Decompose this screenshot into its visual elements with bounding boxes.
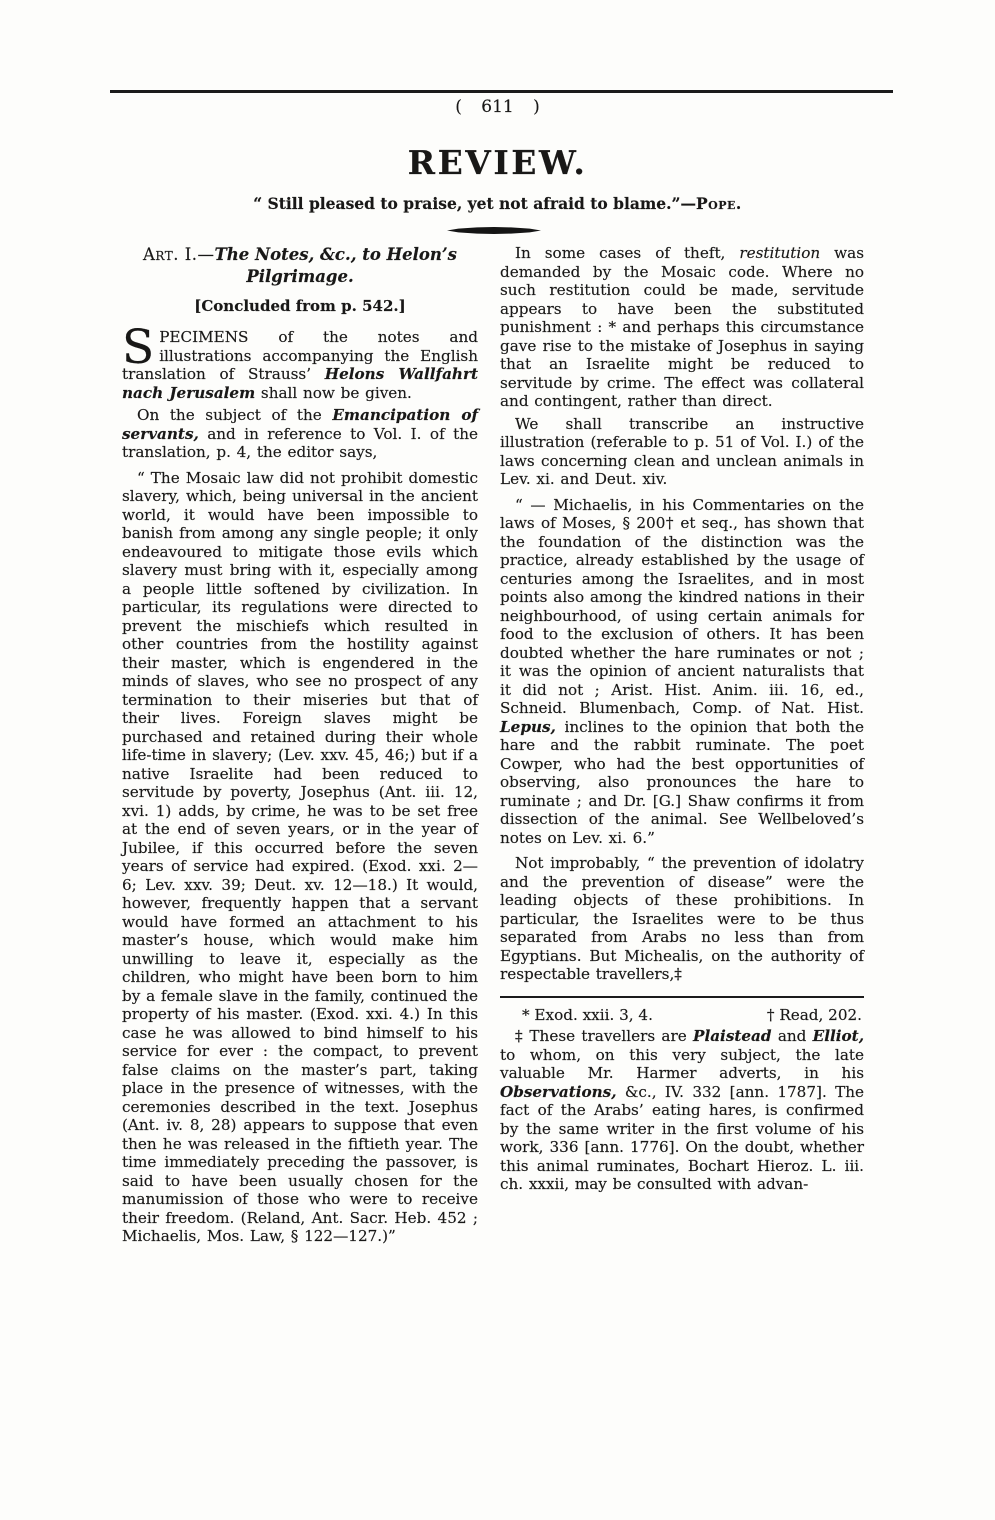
prevention-paragraph: Not improbably, “ the prevention of idolatry and the prevention of disease” were the leading objects of these prohibitions. In particular, the Israelites were to be thus separated from Arabs no less than from Egyptians. But Michealis, on the authority of respectable travellers,‡	[500, 854, 864, 983]
two-column-body	[122, 244, 864, 1250]
page-number: ( 611 )	[455, 97, 540, 117]
header-rule	[110, 90, 893, 93]
footnote-dagger: † Read, 202.	[766, 1005, 862, 1024]
footnote-travellers-paragraph: ‡ These travellers are Plaistead and Elliot, to whom, on this very subject, the late valuable Mr. Harmer adverts, in his Observations, &c., IV. 332 [ann. 1787]. The fact of the Arabs’ eating hares, is confirmed by the same writer in the first volume of his work, 336 [ann. 1776]. On the doubt, whether this animal ruminates, Bochart Hieroz. L. iii. ch. xxxii, may be consulted with advan-	[500, 1027, 864, 1193]
epigraph: “ Still pleased to praise, yet not afraid to blame.”—Pope.	[253, 194, 742, 213]
page-title: REVIEW.	[407, 143, 588, 182]
right-column	[500, 244, 864, 1250]
article-heading: Art. I.—The Notes, &c., to Helon’s Pilgrimage.	[143, 245, 457, 286]
left-column	[122, 244, 478, 1250]
theft-restitution-paragraph: In some cases of theft, restitution was demanded by the Mosaic code. Where no such restitution could be made, servitude appears to have been the substituted punishment : * and perhaps this circumstance gave rise to the mistake of Josephus in saying that an Israelite might be reduced to servitude by crime. The effect was collateral and contingent, rather than direct.	[500, 244, 864, 410]
mosaic-law-quote-paragraph: “ The Mosaic law did not prohibit domestic slavery, which, being universal in the ancient world, it would have been impossible to banish from among any single people; it only endeavoured to mitigate those evils which slavery must bring with it, especially among a people little softened by civilization. In particular, its regulations were directed to prevent the mischiefs which resulted in other countries from the hostility against their master, which is engendered in the minds of slaves, who see no prospect of any termination to their miseries but that of their lives. Foreign slaves might be purchased and retained during their whole life-time in slavery; (Lev. xxv. 45, 46;) but if a native Israelite had been reduced to servitude by poverty, Josephus (Ant. iii. 12, xvi. 1) adds, by crime, he was to be set free at the end of seven years, or in the year of Jubilee, if this occurred before the seven years of service had expired. (Exod. xxi. 2—6; Lev. xxv. 39; Deut. xv. 12—18.) It would, however, frequently happen that a servant would have formed an attachment to his master’s house, which would make him unwilling to leave it, especially as the children, who might have been born to him by a female slave in the family, continued the property of his master. (Exod. xxi. 4.) In this case he was allowed to bind himself to his service for ever : the compact, to prevent false claims on the master’s part, taking place in the presence of witnesses, with the ceremonies described in the text. Josephus (Ant. iv. 8, 28) appears to suppose that even then he was released in the fiftieth year. The time immediately preceding the passover, is said to have been usually chosen for the manumission of those who were to receive their freedom. (Reland, Ant. Sacr. Heb. 452 ; Michaelis, Mos. Law, § 122—127.)”	[122, 468, 478, 1245]
transcribe-illustration-paragraph: We shall transcribe an instructive illustration (referable to p. 51 of Vol. I.) of the laws concerning clean and unclean animals in Lev. xi. and Deut. xiv.	[500, 414, 864, 488]
swelled-rule-divider	[447, 227, 541, 234]
footnote-rule	[500, 996, 864, 998]
emancipation-paragraph: On the subject of the Emancipation of servants, and in reference to Vol. I. of the translation, p. 4, the editor says,	[122, 406, 479, 461]
specimens-paragraph: SPECIMENS of the notes and illustrations accompanying the English translation of Strauss’ Helons Wallfahrt nach Jerusalem shall now be given.	[122, 320, 478, 402]
footnote-refs-line	[500, 1006, 864, 1025]
footnote-asterisk: * Exod. xxii. 3, 4.	[522, 1005, 653, 1024]
michaelis-quote-paragraph: “ — Michaelis, in his Commentaries on the laws of Moses, § 200† et seq., has shown that the foundation of the distinction was the practice, already established by the usage of centuries among the Israelites, and in most points also among the kindred nations in their neighbourhood, of using certain animals for food to the exclusion of others. It has been doubted whether the hare ruminates or not ; it was the opinion of ancient naturalists that it did not ; Arist. Hist. Anim. iii. 16, ed., Schneid. Blumenbach, Comp. of Nat. Hist. Lepus, inclines to the opinion that both the hare and the rabbit ruminate. The poet Cowper, who had the best opportunities of observing, also pronounces the hare to ruminate ; and Dr. [G.] Shaw confirms it from dissection of the animal. See Wellbeloved’s notes on Lev. xi. 6.”	[500, 495, 864, 847]
concluded-note: [Concluded from p. 542.]	[194, 297, 406, 315]
